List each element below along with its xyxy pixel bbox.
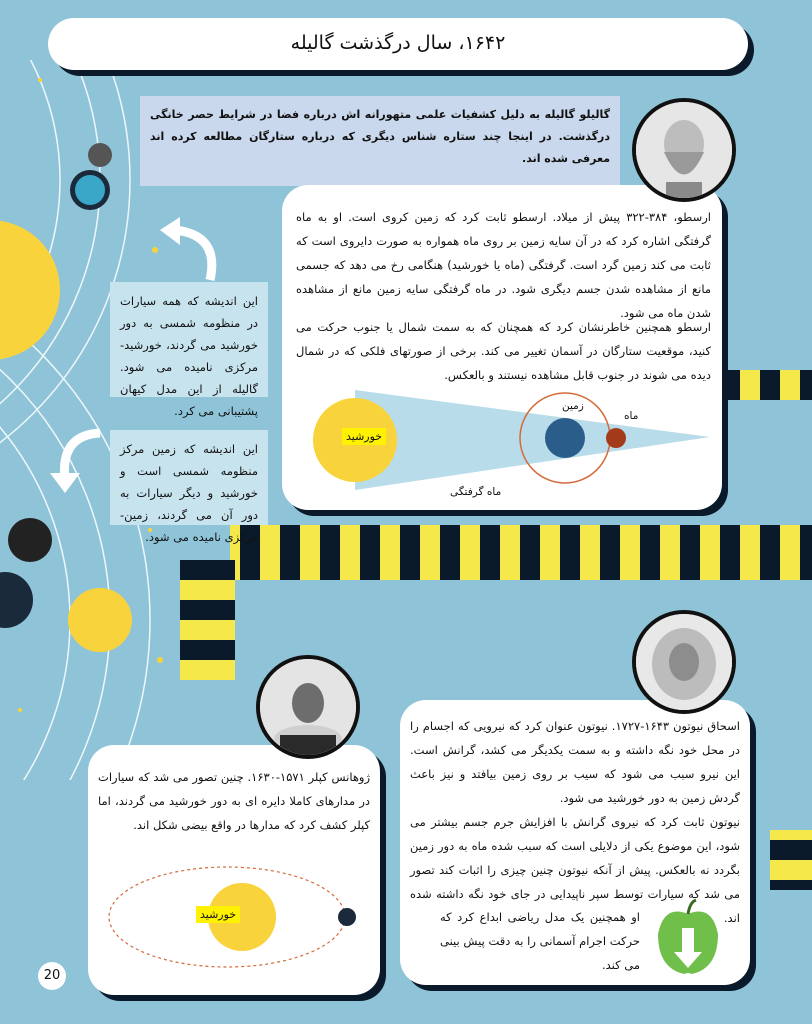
- newton-para2: نیوتون ثابت کرد که نیروی گرانش با افزایش جرم جسم بیشتر می شود، این موضوع یکی از دلایلی است که سبب شده ماه به دور زمین بگردد نه بالعکس. پیش از آنکه نیوتون چنین چیزی را اثبات کند تصور می شد که سیارات توسط سپر ناپیدایی در جای خود نگه داشته شده اند.: [410, 815, 740, 925]
- aristotle-para1: ارسطو، ۳۸۴-۳۲۲ پیش از میلاد. ارسطو ثابت کرد که زمین کروی است. او به ماه گرفتگی اشاره کرد که در آن سایه زمین بر روی ماه همواره به صورت دایروی است که ثابت می کند زمین گرد است. گرفتگی (ماه یا خورشید) هنگامی رخ می دهد که جسمی مانع از مشاهده شدن جسم دیگری شود. در ماه گرفتگی سایه زمین مانع از مشاهده شدن ماه می شود.: [296, 210, 711, 320]
- earth-icon: [545, 418, 585, 458]
- kepler-sun-label: خورشید: [196, 906, 240, 923]
- newton-para3: او همچنین یک مدل ریاضی ابداع کرد که حرکت اجرام آسمانی را به دقت پیش بینی می کند.: [440, 910, 640, 972]
- newton-para1: اسحاق نیوتون ۱۶۴۳-۱۷۲۷. نیوتون عنوان کرد که نیرویی که اجسام را در محل خود نگه داشته و به سمت یکدیگر می کشد، گرانش است. این نیرو سبب می شود که سیب بر روی زمین بیافتد و نیز باعث گردش زمین به دور خورشید می شود.: [410, 719, 740, 805]
- moon-icon: [606, 428, 626, 448]
- arrow-icon: [150, 215, 230, 285]
- earth-label: زمین: [562, 400, 584, 412]
- arrow-icon: [40, 425, 120, 495]
- planet-icon: [338, 908, 356, 926]
- geocentric-note: [110, 430, 268, 544]
- eclipse-label: ماه گرفتگی: [450, 486, 502, 498]
- intro-box: [140, 96, 620, 186]
- aristotle-portrait: [632, 98, 736, 202]
- heliocentric-text: این اندیشه که همه سیارات در منظومه شمسی به دور خورشید می گردند، خورشید-مرکزی نامیده می شود. گالیله از این مدل کیهان پشتیبانی می کرد.: [120, 294, 258, 418]
- apple-icon: [652, 898, 724, 978]
- title-bar: [48, 18, 748, 70]
- geocentric-text: این اندیشه که زمین مرکز منظومه شمسی است و خورشید و دیگر سیارات به دور آن می گردند، زمین-مرکزی نامیده می شود.: [120, 442, 258, 544]
- kepler-portrait: [256, 655, 360, 759]
- page-title: ۱۶۴۲، سال درگذشت گالیله: [290, 32, 506, 54]
- intro-text: گالیلو گالیله به دلیل کشفیات علمی متهورانه اش درباره فضا در شرایط حصر خانگی درگذشت. در اینجا چند ستاره شناس دیگری که درباره ستارگان مطالعه کرده اند معرفی شده اند.: [150, 108, 610, 165]
- newton-portrait: [632, 610, 736, 714]
- page-number: 20: [38, 962, 66, 990]
- kepler-text: ژوهانس کپلر ۱۵۷۱-۱۶۳۰. چنین تصور می شد که سیارات در مدارهای کاملا دایره ای به دور خورشید می گردند، اما کپلر کشف کرد که مدارها در واقع بیضی شکل اند.: [98, 770, 370, 832]
- moon-label: ماه: [624, 410, 639, 422]
- eclipse-diagram: [300, 385, 720, 505]
- heliocentric-note: [110, 282, 268, 418]
- aristotle-para2: ارسطو همچنین خاطرنشان کرد که همچنان که به سمت شمال یا جنوب حرکت می کنید، موقعیت ستارگان در آسمان تغییر می کند. برخی از صورتهای فلکی که در شمال دیده می شوند در جنوب قابل مشاهده نیستند و بالعکس.: [296, 320, 711, 382]
- sun-label: خورشید: [342, 428, 386, 445]
